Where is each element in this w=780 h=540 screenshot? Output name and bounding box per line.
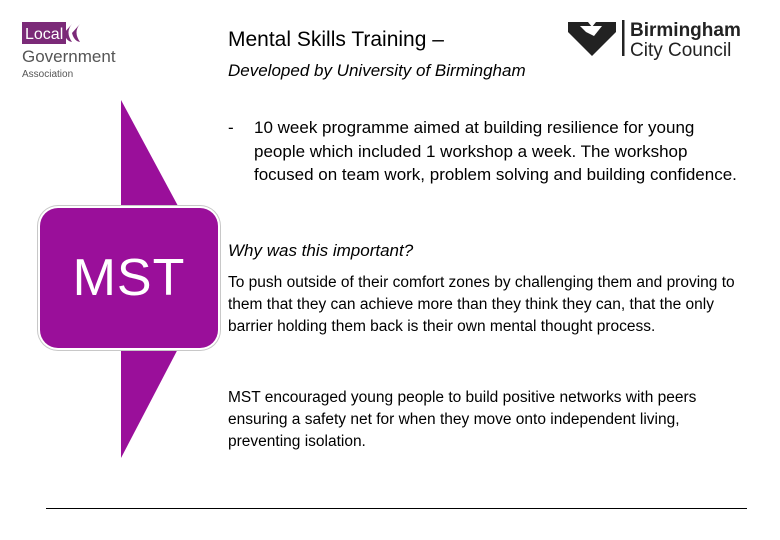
programme-bullet: [228, 116, 748, 187]
bullet-marker: -: [228, 118, 234, 137]
slide-title: Mental Skills Training –: [228, 28, 444, 51]
bcc-logo-word-city-council: City Council: [630, 40, 732, 60]
lga-logo-word-local: Local: [25, 26, 64, 43]
mst-badge: [40, 208, 218, 348]
bcc-logo-word-birmingham: Birmingham: [630, 20, 741, 41]
bcc-logo-divider: [622, 20, 625, 56]
slide-subtitle: Developed by University of Birmingham: [228, 61, 526, 80]
bullet-text: 10 week programme aimed at building resilience for young people which included 1 workshop a week. The workshop focused on team work, problem solving and building confidence.: [254, 118, 737, 184]
bcc-logo: [566, 16, 746, 60]
lga-logo-word-association: Association: [22, 69, 74, 80]
paragraph-positive-networks: MST encouraged young people to build positive networks with peers ensuring a safety net for when they move onto independent living, preventing isolation.: [228, 389, 697, 450]
paragraph-comfort-zones: To push outside of their comfort zones by challenging them and proving to them that they can achieve more than they think they can, that the only barrier holding them back is their own mental thought process.: [228, 274, 735, 335]
footer-divider: [46, 508, 747, 509]
question-heading: Why was this important?: [228, 241, 414, 260]
mst-badge-label: MST: [72, 249, 186, 307]
lga-logo-word-government: Government: [22, 47, 116, 66]
